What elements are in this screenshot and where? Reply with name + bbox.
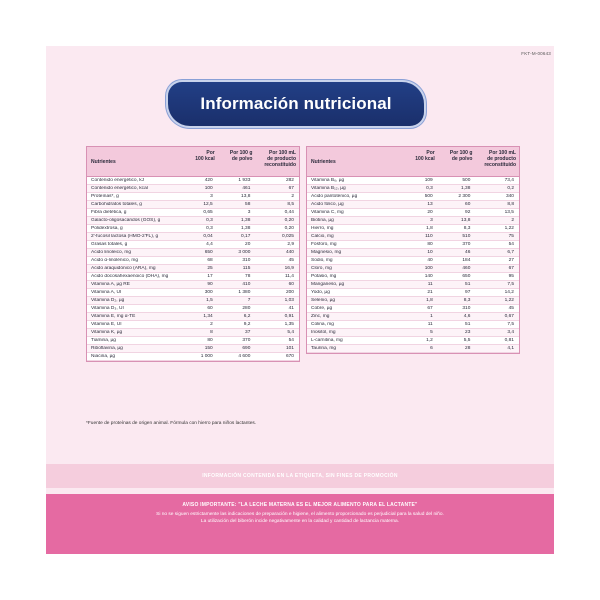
value-per-100g: 51 <box>465 322 471 327</box>
table-body <box>87 177 299 361</box>
table-row <box>307 313 519 321</box>
nutrient-name: Carbohidratos totales, g <box>91 202 142 207</box>
table-body <box>307 177 519 353</box>
value-per-100ml: 0,91 <box>284 314 294 319</box>
value-per-100ml: 0,81 <box>504 338 514 343</box>
value-per-100kcal: 0,3 <box>206 226 213 231</box>
table-row <box>87 185 299 193</box>
value-per-100g: 310 <box>462 306 471 311</box>
nutrient-name: Colina, mg <box>311 322 334 327</box>
nutrient-name: Ácido araquidónico (ARA), mg <box>91 266 156 271</box>
value-per-100ml: 200 <box>285 290 294 295</box>
value-per-100ml: 95 <box>508 274 514 279</box>
value-per-100g: 23 <box>465 330 471 335</box>
nutrient-name: Vitamina K, µg <box>91 330 123 335</box>
value-per-100kcal: 4,4 <box>206 242 213 247</box>
nutrition-panel <box>46 46 554 554</box>
table-row <box>307 329 519 337</box>
table-row <box>87 177 299 185</box>
value-per-100kcal: 68 <box>207 258 213 263</box>
nutrition-table-right <box>306 146 520 354</box>
table-row <box>307 249 519 257</box>
value-per-100ml: 73,4 <box>504 178 514 183</box>
value-per-100ml: 282 <box>285 178 294 183</box>
value-per-100g: 8,3 <box>463 226 471 231</box>
nutrition-table-left <box>86 146 300 362</box>
value-per-100kcal: 11 <box>427 322 433 327</box>
value-per-100g: 2 300 <box>458 194 471 199</box>
value-per-100g: 6,2 <box>243 314 251 319</box>
value-per-100kcal: 67 <box>427 306 433 311</box>
nutrient-name: Ácido α-linolénico, mg <box>91 258 139 263</box>
value-per-100kcal: 1 000 <box>200 354 213 359</box>
value-per-100ml: 0,025 <box>281 234 294 239</box>
value-per-100ml: 54 <box>288 338 294 343</box>
header-nutrients: Nutrientes <box>91 158 116 165</box>
nutrient-name: Vitamina A, UI <box>91 290 122 295</box>
value-per-100ml: 1,35 <box>284 322 294 327</box>
value-per-100kcal: 25 <box>207 266 213 271</box>
table-row <box>87 209 299 217</box>
header-per-100g: Por 100 g de polvo <box>229 150 253 162</box>
value-per-100kcal: 1 <box>430 314 433 319</box>
value-per-100g: 9,2 <box>243 322 251 327</box>
value-per-100g: 370 <box>462 242 471 247</box>
table-row <box>87 225 299 233</box>
value-per-100kcal: 109 <box>424 178 433 183</box>
value-per-100g: 4,6 <box>463 314 471 319</box>
value-per-100g: 78 <box>245 274 251 279</box>
nutrient-name: Galacto-oligosacáridos (GOS), g <box>91 218 161 223</box>
value-per-100g: 3 000 <box>238 250 251 255</box>
table-row <box>87 313 299 321</box>
value-per-100ml: 340 <box>505 194 514 199</box>
table-row <box>307 321 519 329</box>
value-per-100kcal: 650 <box>204 250 213 255</box>
title-banner <box>168 82 424 126</box>
value-per-100ml: 27 <box>508 258 514 263</box>
value-per-100ml: 0,44 <box>284 210 294 215</box>
value-per-100g: 46 <box>465 250 471 255</box>
table-row <box>307 297 519 305</box>
value-per-100kcal: 500 <box>424 194 433 199</box>
value-per-100ml: 101 <box>285 346 294 351</box>
value-per-100kcal: 1,34 <box>203 314 213 319</box>
value-per-100ml: 41 <box>288 306 294 311</box>
value-per-100ml: 13,5 <box>504 210 514 215</box>
value-per-100g: 650 <box>462 274 471 279</box>
warning-heading: AVISO IMPORTANTE: "LA LECHE MATERNA ES EL MEJOR ALIMENTO PARA EL LACTANTE" <box>182 502 418 508</box>
nutrient-name: 2'-fucosil lactosa (HMO-2'FL), g <box>91 234 159 239</box>
value-per-100ml: 75 <box>508 234 514 239</box>
value-per-100ml: 6,7 <box>507 250 514 255</box>
table-row <box>307 185 519 193</box>
table-row <box>307 217 519 225</box>
value-per-100ml: 0,67 <box>504 314 514 319</box>
table-row <box>307 225 519 233</box>
table-row <box>87 289 299 297</box>
table-row <box>87 353 299 361</box>
value-per-100ml: 45 <box>508 306 514 311</box>
value-per-100ml: 0,20 <box>284 218 294 223</box>
value-per-100g: 461 <box>242 186 251 191</box>
nutrient-name: Niacina, µg <box>91 354 116 359</box>
value-per-100g: 0,17 <box>241 234 251 239</box>
nutrient-name: Riboflavina, µg <box>91 346 123 351</box>
nutrient-name: Hierro, mg <box>311 226 334 231</box>
value-per-100g: 3 <box>247 210 251 215</box>
table-row <box>87 257 299 265</box>
table-row <box>87 249 299 257</box>
nutrient-name: Yodo, µg <box>311 290 330 295</box>
nutrient-name: Ácido fólico, µg <box>311 202 344 207</box>
nutrient-name: Fósforo, mg <box>311 242 337 247</box>
value-per-100ml: 0,2 <box>507 186 514 191</box>
value-per-100ml: 1,03 <box>284 298 294 303</box>
value-per-100ml: 2 <box>511 218 514 223</box>
value-per-100g: 13,8 <box>461 218 471 223</box>
value-per-100g: 1,38 <box>461 186 471 191</box>
table-row <box>307 281 519 289</box>
value-per-100ml: 16,9 <box>284 266 294 271</box>
value-per-100ml: 4,1 <box>507 346 514 351</box>
header-per-100ml: Por 100 mL de producto reconstituido <box>264 150 296 168</box>
nutrient-name: Proteínas*, g <box>91 194 119 199</box>
value-per-100ml: 67 <box>288 186 294 191</box>
value-per-100g: 280 <box>242 306 251 311</box>
value-per-100kcal: 8 <box>210 330 213 335</box>
value-per-100g: 1,38 <box>241 218 251 223</box>
table-row <box>307 201 519 209</box>
product-code: FKT-M-00643 <box>521 51 551 56</box>
value-per-100ml: 1,22 <box>504 226 514 231</box>
page-title: Información nutricional <box>200 94 392 113</box>
table-row <box>307 265 519 273</box>
footnote: *Fuente de proteínas de origen animal. Fórmula con hierro para niños lactantes. <box>86 421 257 426</box>
value-per-100kcal: 5 <box>430 330 433 335</box>
value-per-100g: 8,3 <box>463 298 471 303</box>
value-per-100kcal: 0,3 <box>206 218 213 223</box>
value-per-100kcal: 1,2 <box>426 338 433 343</box>
nutrient-name: Taurina, mg <box>311 346 337 351</box>
nutrient-name: Selenio, µg <box>311 298 336 303</box>
value-per-100ml: 14,2 <box>504 290 514 295</box>
nutrient-name: Vitamina D₃, UI <box>91 306 124 311</box>
value-per-100ml: 54 <box>508 242 514 247</box>
nutrient-name: Ácido linoleico, mg <box>91 250 131 255</box>
value-per-100kcal: 0,65 <box>203 210 213 215</box>
table-row <box>307 177 519 185</box>
table-row <box>87 329 299 337</box>
nutrient-name: Sodio, mg <box>311 258 333 263</box>
header-nutrients: Nutrientes <box>311 158 336 165</box>
nutrient-name: Contenido energético, kcal <box>91 186 148 191</box>
nutrient-name: Polidextrosa, g <box>91 226 123 231</box>
nutrient-name: Ácido docosahexaenoico (DHA), mg <box>91 274 169 279</box>
value-per-100g: 51 <box>465 282 471 287</box>
value-per-100ml: 670 <box>285 354 294 359</box>
table-row <box>87 233 299 241</box>
header-per-100g: Por 100 g de polvo <box>449 150 473 162</box>
nutrient-name: Potasio, mg <box>311 274 337 279</box>
value-per-100g: 690 <box>242 346 251 351</box>
table-row <box>87 217 299 225</box>
table-row <box>87 297 299 305</box>
nutrient-name: Magnesio, mg <box>311 250 342 255</box>
value-per-100kcal: 1,5 <box>206 298 213 303</box>
value-per-100kcal: 300 <box>204 290 213 295</box>
table-header <box>87 147 299 177</box>
value-per-100g: 1 380 <box>238 290 251 295</box>
value-per-100ml: 8,8 <box>507 202 514 207</box>
value-per-100kcal: 17 <box>207 274 213 279</box>
promo-strip <box>46 464 554 488</box>
value-per-100g: 4 600 <box>238 354 251 359</box>
value-per-100g: 7 <box>247 298 251 303</box>
nutrient-name: Vitamina B₁₂, µg <box>311 186 346 191</box>
table-row <box>307 193 519 201</box>
header-per-100kcal: Por 100 kcal <box>415 150 435 162</box>
value-per-100kcal: 12,5 <box>203 202 213 207</box>
table-row <box>307 233 519 241</box>
nutrient-name: Biotina, µg <box>311 218 334 223</box>
table-row <box>87 193 299 201</box>
value-per-100kcal: 3 <box>210 194 213 199</box>
value-per-100kcal: 40 <box>427 258 433 263</box>
value-per-100kcal: 140 <box>424 274 433 279</box>
value-per-100kcal: 20 <box>427 210 433 215</box>
value-per-100g: 97 <box>465 290 471 295</box>
nutrient-name: Fibra dietética, g <box>91 210 127 215</box>
warning-box <box>46 494 554 554</box>
value-per-100kcal: 100 <box>204 186 213 191</box>
value-per-100kcal: 2 <box>210 322 213 327</box>
value-per-100g: 92 <box>465 210 471 215</box>
promo-note: INFORMACIÓN CONTENIDA EN LA ETIQUETA, SIN FINES DE PROMOCIÓN <box>202 473 398 479</box>
value-per-100g: 115 <box>242 266 251 271</box>
value-per-100kcal: 100 <box>424 266 433 271</box>
nutrient-name: Calcio, mg <box>311 234 334 239</box>
nutrient-name: L-carnitina, mg <box>311 338 343 343</box>
value-per-100g: 58 <box>245 202 251 207</box>
table-row <box>307 241 519 249</box>
nutrient-name: Contenido energético, kJ <box>91 178 145 183</box>
value-per-100kcal: 420 <box>204 178 213 183</box>
value-per-100ml: 2 <box>291 194 294 199</box>
value-per-100g: 20 <box>245 242 251 247</box>
nutrient-name: Vitamina C, mg <box>311 210 344 215</box>
warning-line-2: La utilización del biberón incide negativamente en la calidad y cantidad de lactancia materna. <box>200 519 400 524</box>
table-row <box>307 289 519 297</box>
value-per-100ml: 7,5 <box>507 282 514 287</box>
nutrient-name: Zinc, mg <box>311 314 330 319</box>
table-row <box>87 281 299 289</box>
value-per-100kcal: 90 <box>207 282 213 287</box>
table-row <box>87 273 299 281</box>
value-per-100g: 28 <box>465 346 471 351</box>
value-per-100g: 13,8 <box>241 194 251 199</box>
value-per-100g: 60 <box>465 202 471 207</box>
value-per-100kcal: 10 <box>427 250 433 255</box>
value-per-100g: 460 <box>462 266 471 271</box>
value-per-100kcal: 6 <box>430 346 433 351</box>
table-row <box>307 257 519 265</box>
value-per-100ml: 60 <box>288 282 294 287</box>
nutrient-name: Vitamina E, mg α-TE <box>91 314 136 319</box>
header-per-100kcal: Por 100 kcal <box>195 150 215 162</box>
value-per-100kcal: 80 <box>427 242 433 247</box>
value-per-100ml: 11,4 <box>285 274 294 279</box>
value-per-100g: 410 <box>242 282 251 287</box>
table-row <box>87 305 299 313</box>
value-per-100kcal: 80 <box>207 338 213 343</box>
value-per-100g: 37 <box>245 330 251 335</box>
value-per-100ml: 45 <box>288 258 294 263</box>
nutrient-name: Grasas totales, g <box>91 242 128 247</box>
table-row <box>87 321 299 329</box>
nutrient-name: Tiamina, µg <box>91 338 116 343</box>
value-per-100kcal: 21 <box>427 290 433 295</box>
table-row <box>307 273 519 281</box>
table-row <box>87 337 299 345</box>
nutrient-name: Manganeso, µg <box>311 282 345 287</box>
table-row <box>307 345 519 353</box>
table-row <box>87 345 299 353</box>
nutrient-name: Cobre, µg <box>311 306 333 311</box>
value-per-100g: 370 <box>242 338 251 343</box>
nutrient-name: Vitamina A, µg RE <box>91 282 130 287</box>
value-per-100g: 5,5 <box>463 338 471 343</box>
value-per-100kcal: 1,8 <box>426 226 433 231</box>
table-row <box>87 241 299 249</box>
table-row <box>307 209 519 217</box>
nutrient-name: Cloro, mg <box>311 266 332 271</box>
nutrient-name: Vitamina D₂, µg <box>91 298 125 303</box>
value-per-100g: 1 933 <box>238 178 251 183</box>
value-per-100kcal: 3 <box>430 218 433 223</box>
value-per-100ml: 0,20 <box>284 226 294 231</box>
value-per-100kcal: 0,04 <box>203 234 213 239</box>
nutrient-name: Ácido pantoténico, µg <box>311 194 358 199</box>
value-per-100g: 310 <box>242 258 251 263</box>
value-per-100ml: 5,4 <box>287 330 294 335</box>
value-per-100kcal: 11 <box>427 282 433 287</box>
value-per-100g: 1,38 <box>241 226 251 231</box>
value-per-100ml: 1,22 <box>504 298 514 303</box>
value-per-100kcal: 110 <box>425 234 433 239</box>
value-per-100kcal: 1,8 <box>426 298 433 303</box>
value-per-100kcal: 13 <box>427 202 433 207</box>
value-per-100ml: 7,5 <box>507 322 514 327</box>
value-per-100ml: 67 <box>508 266 514 271</box>
table-row <box>87 201 299 209</box>
value-per-100g: 184 <box>462 258 471 263</box>
nutrient-name: Inositol, mg <box>311 330 336 335</box>
value-per-100ml: 8,5 <box>287 202 294 207</box>
table-row <box>307 305 519 313</box>
value-per-100g: 510 <box>462 234 471 239</box>
nutrient-name: Vitamina E, UI <box>91 322 122 327</box>
value-per-100kcal: 150 <box>204 346 213 351</box>
value-per-100kcal: 0,3 <box>426 186 433 191</box>
table-header <box>307 147 519 177</box>
warning-line-1: Si no se siguen estrictamente las indicaciones de preparación e higiene, el alimento proporcionado es perjudicial para la salud del niño. <box>156 512 444 517</box>
table-row <box>87 265 299 273</box>
header-per-100ml: Por 100 mL de producto reconstituido <box>484 150 516 168</box>
table-row <box>307 337 519 345</box>
value-per-100g: 500 <box>462 178 471 183</box>
value-per-100ml: 440 <box>285 250 294 255</box>
value-per-100ml: 2,9 <box>287 242 294 247</box>
value-per-100kcal: 60 <box>207 306 213 311</box>
nutrient-name: Vitamina B₆, µg <box>311 178 345 183</box>
value-per-100ml: 3,4 <box>507 330 514 335</box>
